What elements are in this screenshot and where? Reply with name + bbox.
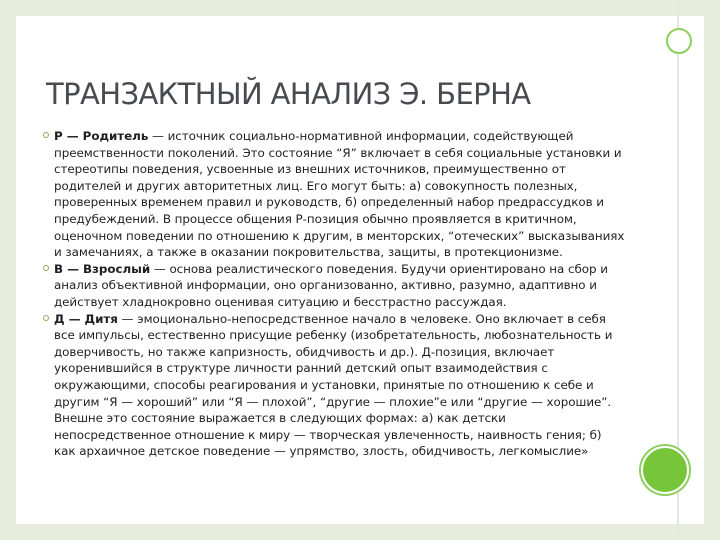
list-item-child: [46, 311, 626, 460]
frame-right-border: [704, 0, 720, 540]
bullet-ring-icon: [43, 315, 49, 321]
bullet-ring-icon: [43, 132, 49, 138]
frame-left-border: [0, 0, 16, 540]
definition-child: — эмоционально-непосредственное начало в человеке. Оно включает в себя все импульсы, естественно присущие ребенку (изобретательность, любознательность и доверчивость, но также капризность, обидчивость и др.). Д-позиция, включает укоренившийся в структуре личности ранний детский опыт взаимодействия с окружающими, способы реагирования и установки, принятые по отношению к себе и другим “Я — хороший” или “Я — плохой”, “другие — плохие”е или “другие — хорошие”. Внешне это состояние выражается в следующих формах: а) как детски непосредственное отношение к миру — творческая увлеченность, наивность гения; б) как архаичное детское поведение — упрямство, злость, обидчивость, легкомыслие»: [54, 311, 613, 459]
frame-top-border: [0, 0, 720, 16]
definition-parent: — источник социально-нормативной информации, содействующей преемственности поколений. Это состояние “Я” включает в себя социальные установки и стереотипы поведения, усвоенные из внешних источников, преимущественно от родителей и других авторитетных лиц. Его могут быть: а) совокупность полезных, проверенных временем правил и руководств, б) определенный набор предрассудков и предубеждений. В процессе общения Р-позиция обычно проявляется в критичном, оценочном поведении по отношению к другим, в менторских, “отеческих” высказываниях и замечаниях, а также в оказании покровительства, защиты, в протекционизме.: [54, 129, 625, 260]
list-item-adult: [46, 261, 626, 311]
bullet-list: [46, 128, 626, 460]
term-parent: Р — Родитель: [54, 129, 149, 143]
list-item-parent: [46, 128, 626, 261]
definition-adult: — основа реалистического поведения. Будучи ориентировано на сбор и анализ объективной информации, оно организованно, активно, разумно, адаптивно и действует хладнокровно оценивая ситуацию и бесстрастно рассуждая.: [54, 261, 608, 309]
frame-bottom-border: [0, 524, 720, 540]
slide-title: ТРАНЗАКТНЫЙ АНАЛИЗ Э. БЕРНА: [46, 77, 531, 111]
decorative-green-circle-icon: [641, 446, 689, 494]
decorative-ring-icon: [666, 28, 692, 54]
bullet-ring-icon: [43, 265, 49, 271]
term-child: Д — Дитя: [54, 311, 118, 326]
term-adult: В — Взрослый: [54, 261, 151, 276]
